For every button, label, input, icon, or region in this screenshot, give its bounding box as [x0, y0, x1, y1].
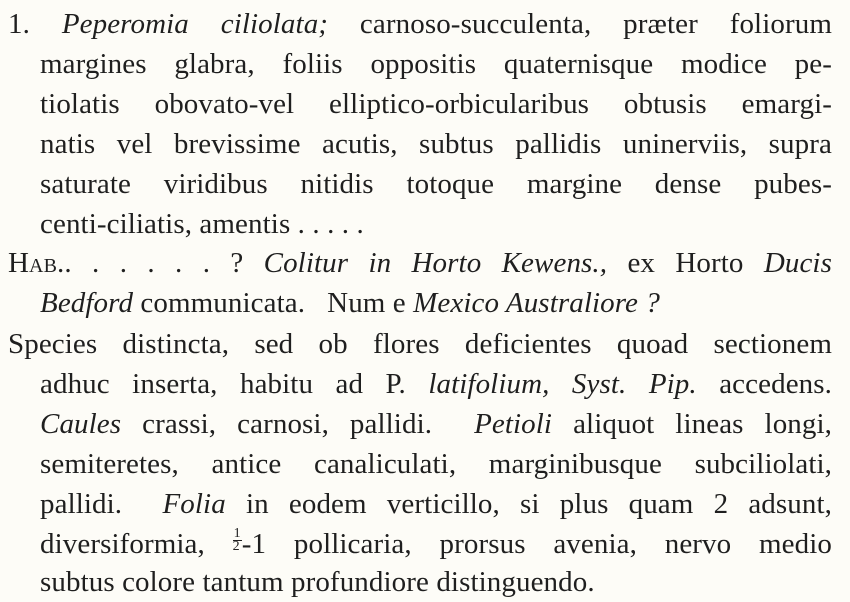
habitat-line [40, 283, 660, 323]
text-line: Species distincta, sed ob flores deficientes quoad sectionem [8, 328, 832, 360]
text-span: Num e [327, 287, 406, 319]
text-line: natis vel brevissime acutis, subtus pallidis uninerviis, supra [40, 128, 832, 160]
text-line [40, 524, 832, 564]
text-span: ex Horto [627, 247, 744, 279]
habitat-line [8, 243, 832, 283]
text-span: Folia [162, 488, 226, 520]
species-number: 1. [8, 8, 30, 40]
species-name: Peperomia ciliolata; [61, 8, 329, 40]
text-span: Petioli [474, 408, 553, 440]
habitat-label: Hab. [8, 247, 65, 279]
text-span: accedens. [719, 368, 832, 400]
text-span: in eodem verticillo, si plus quam 2 adsunt, [245, 488, 833, 520]
text-span: aliquot lineas longi, [573, 408, 833, 440]
fraction-half [233, 528, 242, 553]
text-span: Ducis [763, 247, 832, 279]
text-line: saturate viridibus nitidis totoque margine dense pubes- [40, 168, 832, 200]
text-line [40, 484, 832, 524]
text-line: subtus colore tantum profundiore distinguendo. [40, 566, 595, 598]
text-line [8, 4, 832, 44]
fraction-numerator: 1 [233, 526, 241, 541]
text-span: crassi, carnosi, pallidi. [142, 408, 433, 440]
text-line: tiolatis obovato-vel elliptico-orbicularibus obtusis emargi- [40, 88, 832, 120]
text-span: Mexico Australiore ? [413, 287, 660, 319]
text-span: latifolium, Syst. Pip. [428, 368, 697, 400]
text-line: centi-ciliatis, amentis . . . . . [40, 208, 364, 240]
text-span: Caules [40, 408, 122, 440]
text-span: Colitur in Horto Kewens., [263, 247, 608, 279]
text-line [40, 404, 832, 444]
text-span: Bedford [40, 287, 134, 319]
text-span: carnoso-succulenta, præter foliorum [359, 8, 832, 40]
text-span: diversiformia, [40, 528, 205, 560]
text-span: pallidi. [40, 488, 123, 520]
text-span: -1 pollicaria, prorsus avenia, nervo medio [241, 528, 832, 560]
text-line [40, 364, 832, 404]
fraction-denominator: 2 [232, 539, 240, 554]
text-line: margines glabra, foliis oppositis quaternisque modice pe- [40, 48, 832, 80]
text-span: adhuc inserta, habitu ad P. [40, 368, 406, 400]
text-span: communicata. [140, 287, 306, 319]
text-span: . . . . . . ? [64, 247, 244, 279]
text-line: semiteretes, antice canaliculati, marginibusque subciliolati, [40, 448, 832, 480]
